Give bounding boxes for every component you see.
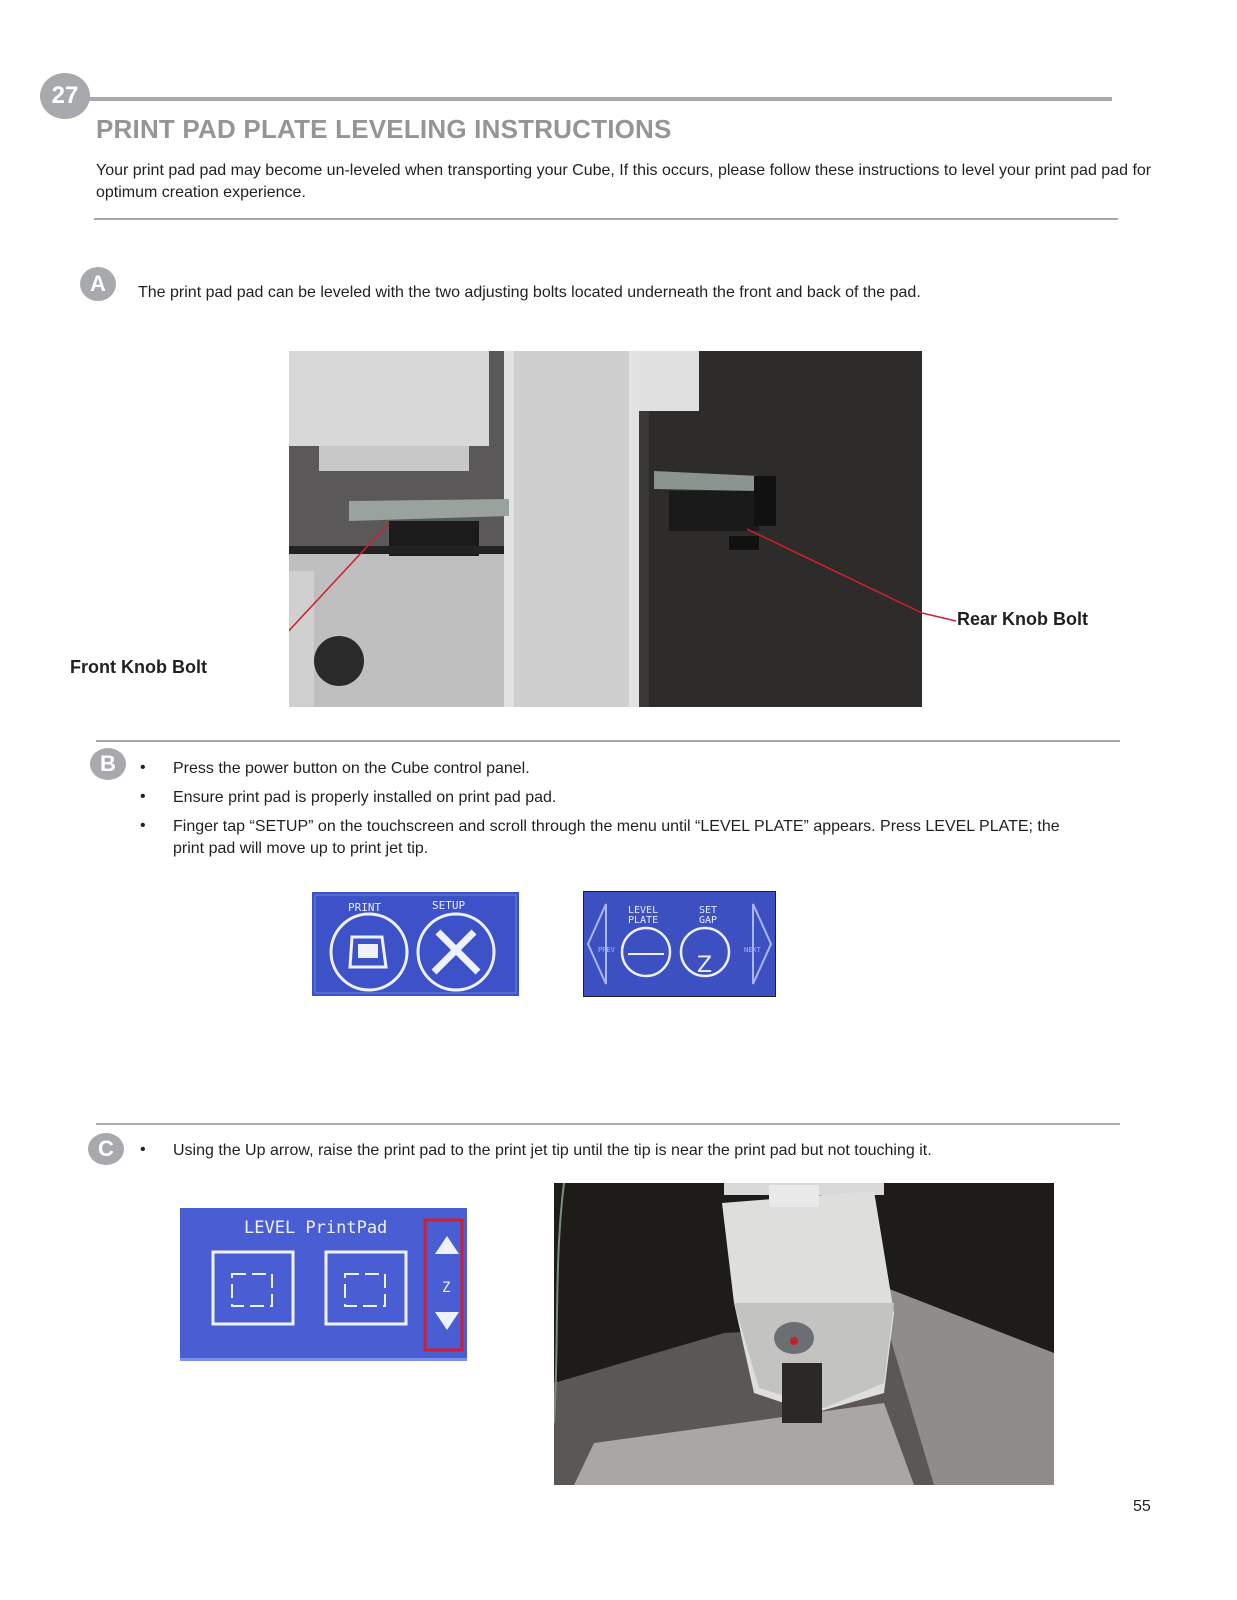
section-b-divider (96, 740, 1120, 742)
section-b-marker: B (90, 748, 126, 780)
header-rule (88, 97, 1112, 101)
svg-text:Z: Z (697, 953, 713, 978)
lcd-setup-menu-art (584, 892, 775, 996)
section-a-marker: A (80, 267, 116, 301)
z-down-arrow-icon (435, 1312, 459, 1330)
lcd-main-menu-art (312, 892, 519, 996)
svg-text:SET: SET (699, 905, 718, 916)
next-arrow-icon (753, 904, 771, 984)
section-c-marker: C (88, 1133, 124, 1165)
level-front-button (213, 1252, 293, 1324)
page-title: PRINT PAD PLATE LEVELING INSTRUCTIONS (96, 114, 672, 144)
bed-bolts-illustration (289, 351, 922, 707)
svg-text:GAP: GAP (699, 915, 718, 926)
prev-arrow-icon (588, 904, 606, 984)
print-label: PRINT (348, 901, 382, 914)
step-number: 27 (51, 82, 79, 109)
print-jet-illustration (554, 1183, 1054, 1485)
section-b-step-2: Ensure print pad is properly installed on print pad pad. (173, 789, 557, 806)
prev-label: PREV (598, 946, 615, 954)
lcd-setup-menu-screen (584, 892, 775, 996)
rear-knob-bolt-label: Rear Knob Bolt (957, 609, 1089, 629)
section-c-text: Using the Up arrow, raise the print pad to the print jet tip until the tip is near the print pad but not touching it. (173, 1142, 932, 1159)
bullet-marker: • (140, 759, 146, 776)
lcd-level-printpad-art (180, 1208, 467, 1361)
level-printpad-title: LEVEL PrintPad (244, 1218, 388, 1238)
bullet-marker: • (140, 788, 146, 805)
bed-bolts-photo (289, 351, 922, 707)
svg-text:PLATE: PLATE (628, 915, 659, 926)
rear-pointer-line (922, 611, 958, 623)
level-plate-icon (622, 928, 670, 976)
section-c-divider (96, 1123, 1120, 1125)
print-jet-photo (554, 1183, 1054, 1485)
intro-divider (94, 218, 1118, 220)
section-b-step-3: Finger tap “SETUP” on the touchscreen and scroll through the menu until “LEVEL PLATE” appears. Press LEVEL PLATE; the print pad will move up to print jet tip. (173, 818, 1060, 857)
page-number: 55 (1133, 1498, 1151, 1515)
next-label: NEXT (744, 946, 761, 954)
intro-paragraph: Your print pad pad may become un-leveled when transporting your Cube, If this occurs, please follow these instructions to level your print pad pad for optimum creation experience. (96, 162, 1152, 201)
svg-text:LEVEL: LEVEL (628, 905, 659, 916)
svg-text:Z: Z (442, 1280, 451, 1296)
level-rear-button (326, 1252, 406, 1324)
section-b-step-1: Press the power button on the Cube control panel. (173, 760, 530, 777)
step-number-badge (40, 73, 90, 119)
lcd-main-menu-screen (312, 892, 519, 996)
z-up-arrow-icon (435, 1236, 459, 1254)
front-knob-bolt-label: Front Knob Bolt (70, 657, 207, 677)
bullet-marker: • (140, 1141, 146, 1158)
section-a-text: The print pad pad can be leveled with the two adjusting bolts located underneath the front and back of the pad. (138, 284, 921, 301)
lcd-level-printpad-screen (180, 1208, 467, 1361)
bullet-marker: • (140, 817, 146, 834)
setup-label: SETUP (432, 899, 466, 912)
